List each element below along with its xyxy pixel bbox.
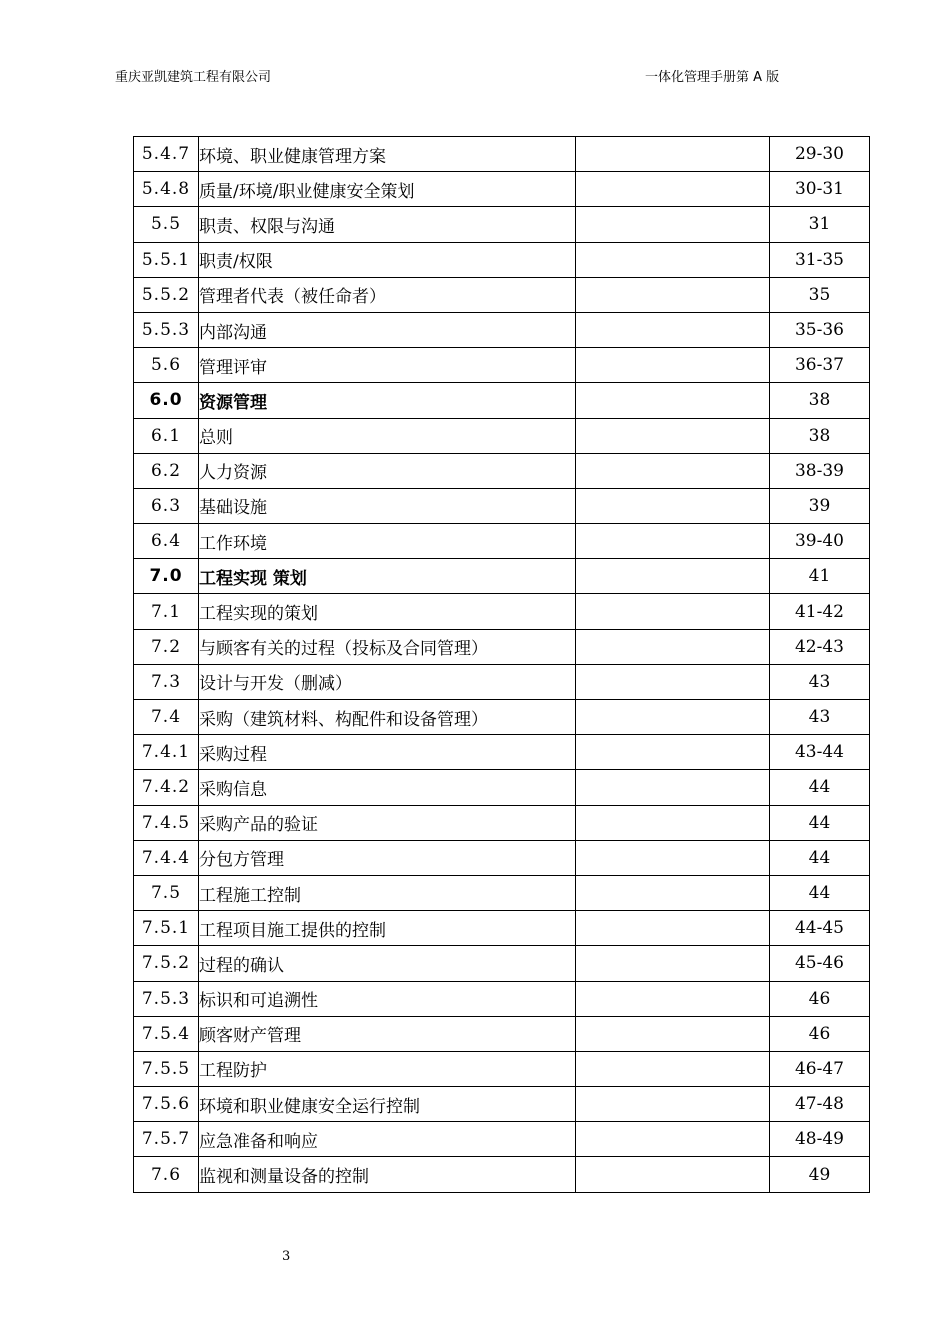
toc-section-number: 7.4.4 bbox=[134, 840, 199, 875]
table-row bbox=[134, 840, 870, 875]
table-row bbox=[134, 383, 870, 418]
toc-section-title: 资源管理 bbox=[199, 383, 576, 418]
toc-section-number: 7.0 bbox=[134, 559, 199, 594]
toc-blank-cell bbox=[576, 594, 770, 629]
toc-section-number: 7.3 bbox=[134, 664, 199, 699]
toc-section-title: 应急准备和响应 bbox=[199, 1122, 576, 1157]
toc-section-number: 7.5.3 bbox=[134, 981, 199, 1016]
toc-page-range: 47-48 bbox=[770, 1087, 870, 1122]
toc-section-number: 7.5.2 bbox=[134, 946, 199, 981]
toc-blank-cell bbox=[576, 524, 770, 559]
toc-blank-cell bbox=[576, 981, 770, 1016]
toc-section-title: 职责、权限与沟通 bbox=[199, 207, 576, 242]
toc-blank-cell bbox=[576, 1087, 770, 1122]
table-row bbox=[134, 348, 870, 383]
toc-page-range: 46 bbox=[770, 1016, 870, 1051]
toc-section-title: 职责/权限 bbox=[199, 242, 576, 277]
header-company-name: 重庆亚凯建筑工程有限公司 bbox=[115, 70, 272, 85]
toc-section-number: 7.4.2 bbox=[134, 770, 199, 805]
toc-page-range: 29-30 bbox=[770, 137, 870, 172]
toc-section-number: 7.6 bbox=[134, 1157, 199, 1192]
toc-page-range: 42-43 bbox=[770, 629, 870, 664]
toc-page-range: 44 bbox=[770, 805, 870, 840]
toc-blank-cell bbox=[576, 1016, 770, 1051]
toc-section-title: 顾客财产管理 bbox=[199, 1016, 576, 1051]
table-row bbox=[134, 735, 870, 770]
toc-blank-cell bbox=[576, 1051, 770, 1086]
toc-page-range: 46 bbox=[770, 981, 870, 1016]
toc-page-range: 46-47 bbox=[770, 1051, 870, 1086]
toc-page-range: 49 bbox=[770, 1157, 870, 1192]
table-row bbox=[134, 664, 870, 699]
toc-blank-cell bbox=[576, 277, 770, 312]
table-row bbox=[134, 1157, 870, 1192]
toc-section-number: 7.1 bbox=[134, 594, 199, 629]
toc-section-title: 采购信息 bbox=[199, 770, 576, 805]
toc-blank-cell bbox=[576, 312, 770, 347]
toc-section-title: 管理评审 bbox=[199, 348, 576, 383]
toc-blank-cell bbox=[576, 840, 770, 875]
toc-section-title: 工作环境 bbox=[199, 524, 576, 559]
toc-section-title: 标识和可追溯性 bbox=[199, 981, 576, 1016]
table-row bbox=[134, 488, 870, 523]
toc-section-title: 质量/环境/职业健康安全策划 bbox=[199, 172, 576, 207]
table-of-contents bbox=[133, 136, 870, 1193]
toc-blank-cell bbox=[576, 207, 770, 242]
toc-section-number: 6.3 bbox=[134, 488, 199, 523]
table-row bbox=[134, 453, 870, 488]
toc-page-range: 44 bbox=[770, 840, 870, 875]
toc-section-title: 人力资源 bbox=[199, 453, 576, 488]
page-number: 3 bbox=[282, 1249, 291, 1264]
table-row bbox=[134, 805, 870, 840]
toc-section-number: 7.5.4 bbox=[134, 1016, 199, 1051]
table-row bbox=[134, 312, 870, 347]
toc-section-title: 工程实现 策划 bbox=[199, 559, 576, 594]
toc-blank-cell bbox=[576, 137, 770, 172]
toc-section-number: 5.5 bbox=[134, 207, 199, 242]
table-row bbox=[134, 1016, 870, 1051]
toc-section-number: 6.0 bbox=[134, 383, 199, 418]
toc-page-range: 44 bbox=[770, 875, 870, 910]
table-row bbox=[134, 911, 870, 946]
toc-blank-cell bbox=[576, 629, 770, 664]
toc-section-title: 管理者代表（被任命者） bbox=[199, 277, 576, 312]
toc-page-range: 48-49 bbox=[770, 1122, 870, 1157]
toc-section-title: 内部沟通 bbox=[199, 312, 576, 347]
table-row bbox=[134, 946, 870, 981]
table-row bbox=[134, 524, 870, 559]
toc-page-range: 38 bbox=[770, 418, 870, 453]
toc-section-title: 采购过程 bbox=[199, 735, 576, 770]
table-row bbox=[134, 1051, 870, 1086]
table-row bbox=[134, 559, 870, 594]
toc-blank-cell bbox=[576, 664, 770, 699]
toc-section-number: 5.4.7 bbox=[134, 137, 199, 172]
toc-blank-cell bbox=[576, 383, 770, 418]
table-row bbox=[134, 1087, 870, 1122]
toc-section-number: 5.6 bbox=[134, 348, 199, 383]
toc-blank-cell bbox=[576, 242, 770, 277]
toc-section-title: 分包方管理 bbox=[199, 840, 576, 875]
table-row bbox=[134, 700, 870, 735]
toc-blank-cell bbox=[576, 1122, 770, 1157]
toc-blank-cell bbox=[576, 488, 770, 523]
toc-section-number: 7.4 bbox=[134, 700, 199, 735]
toc-section-title: 环境和职业健康安全运行控制 bbox=[199, 1087, 576, 1122]
toc-section-title: 过程的确认 bbox=[199, 946, 576, 981]
toc-page-range: 43-44 bbox=[770, 735, 870, 770]
toc-blank-cell bbox=[576, 559, 770, 594]
toc-section-title: 工程实现的策划 bbox=[199, 594, 576, 629]
toc-section-title: 设计与开发（删减） bbox=[199, 664, 576, 699]
toc-section-title: 工程项目施工提供的控制 bbox=[199, 911, 576, 946]
toc-body bbox=[134, 137, 870, 1193]
toc-section-number: 7.5.5 bbox=[134, 1051, 199, 1086]
toc-page-range: 35 bbox=[770, 277, 870, 312]
toc-section-number: 7.2 bbox=[134, 629, 199, 664]
toc-section-number: 6.4 bbox=[134, 524, 199, 559]
toc-section-number: 6.2 bbox=[134, 453, 199, 488]
toc-page-range: 36-37 bbox=[770, 348, 870, 383]
toc-page-range: 41-42 bbox=[770, 594, 870, 629]
toc-page-range: 35-36 bbox=[770, 312, 870, 347]
toc-page-range: 39-40 bbox=[770, 524, 870, 559]
toc-page-range: 30-31 bbox=[770, 172, 870, 207]
table-row bbox=[134, 594, 870, 629]
toc-section-title: 基础设施 bbox=[199, 488, 576, 523]
toc-page-range: 31 bbox=[770, 207, 870, 242]
table-row bbox=[134, 207, 870, 242]
toc-blank-cell bbox=[576, 418, 770, 453]
toc-section-number: 7.4.5 bbox=[134, 805, 199, 840]
toc-page-range: 43 bbox=[770, 664, 870, 699]
toc-blank-cell bbox=[576, 700, 770, 735]
toc-section-number: 5.4.8 bbox=[134, 172, 199, 207]
table-row bbox=[134, 172, 870, 207]
toc-section-number: 7.5 bbox=[134, 875, 199, 910]
table-row bbox=[134, 1122, 870, 1157]
toc-page-range: 43 bbox=[770, 700, 870, 735]
toc-section-title: 采购（建筑材料、构配件和设备管理） bbox=[199, 700, 576, 735]
toc-blank-cell bbox=[576, 1157, 770, 1192]
table-row bbox=[134, 242, 870, 277]
toc-section-title: 工程施工控制 bbox=[199, 875, 576, 910]
toc-page-range: 45-46 bbox=[770, 946, 870, 981]
toc-blank-cell bbox=[576, 735, 770, 770]
toc-section-number: 5.5.3 bbox=[134, 312, 199, 347]
toc-section-number: 7.5.6 bbox=[134, 1087, 199, 1122]
toc-blank-cell bbox=[576, 453, 770, 488]
toc-blank-cell bbox=[576, 172, 770, 207]
toc-page-range: 44-45 bbox=[770, 911, 870, 946]
toc-page-range: 39 bbox=[770, 488, 870, 523]
toc-page-range: 31-35 bbox=[770, 242, 870, 277]
toc-section-title: 与顾客有关的过程（投标及合同管理） bbox=[199, 629, 576, 664]
toc-blank-cell bbox=[576, 770, 770, 805]
header-manual-version: 一体化管理手册第 A 版 bbox=[645, 70, 780, 85]
toc-page-range: 41 bbox=[770, 559, 870, 594]
toc-section-number: 6.1 bbox=[134, 418, 199, 453]
table-row bbox=[134, 137, 870, 172]
toc-section-number: 7.4.1 bbox=[134, 735, 199, 770]
toc-section-number: 5.5.1 bbox=[134, 242, 199, 277]
table-row bbox=[134, 770, 870, 805]
table-row bbox=[134, 875, 870, 910]
toc-section-title: 监视和测量设备的控制 bbox=[199, 1157, 576, 1192]
toc-blank-cell bbox=[576, 946, 770, 981]
toc-blank-cell bbox=[576, 348, 770, 383]
toc-blank-cell bbox=[576, 805, 770, 840]
toc-page-range: 38-39 bbox=[770, 453, 870, 488]
table-row bbox=[134, 418, 870, 453]
toc-section-number: 7.5.1 bbox=[134, 911, 199, 946]
toc-section-title: 采购产品的验证 bbox=[199, 805, 576, 840]
toc-section-number: 7.5.7 bbox=[134, 1122, 199, 1157]
table-row bbox=[134, 277, 870, 312]
toc-blank-cell bbox=[576, 911, 770, 946]
toc-page-range: 44 bbox=[770, 770, 870, 805]
toc-page-range: 38 bbox=[770, 383, 870, 418]
table-row bbox=[134, 981, 870, 1016]
toc-blank-cell bbox=[576, 875, 770, 910]
toc-section-title: 总则 bbox=[199, 418, 576, 453]
table-row bbox=[134, 629, 870, 664]
toc-section-title: 工程防护 bbox=[199, 1051, 576, 1086]
toc-section-number: 5.5.2 bbox=[134, 277, 199, 312]
toc-section-title: 环境、职业健康管理方案 bbox=[199, 137, 576, 172]
